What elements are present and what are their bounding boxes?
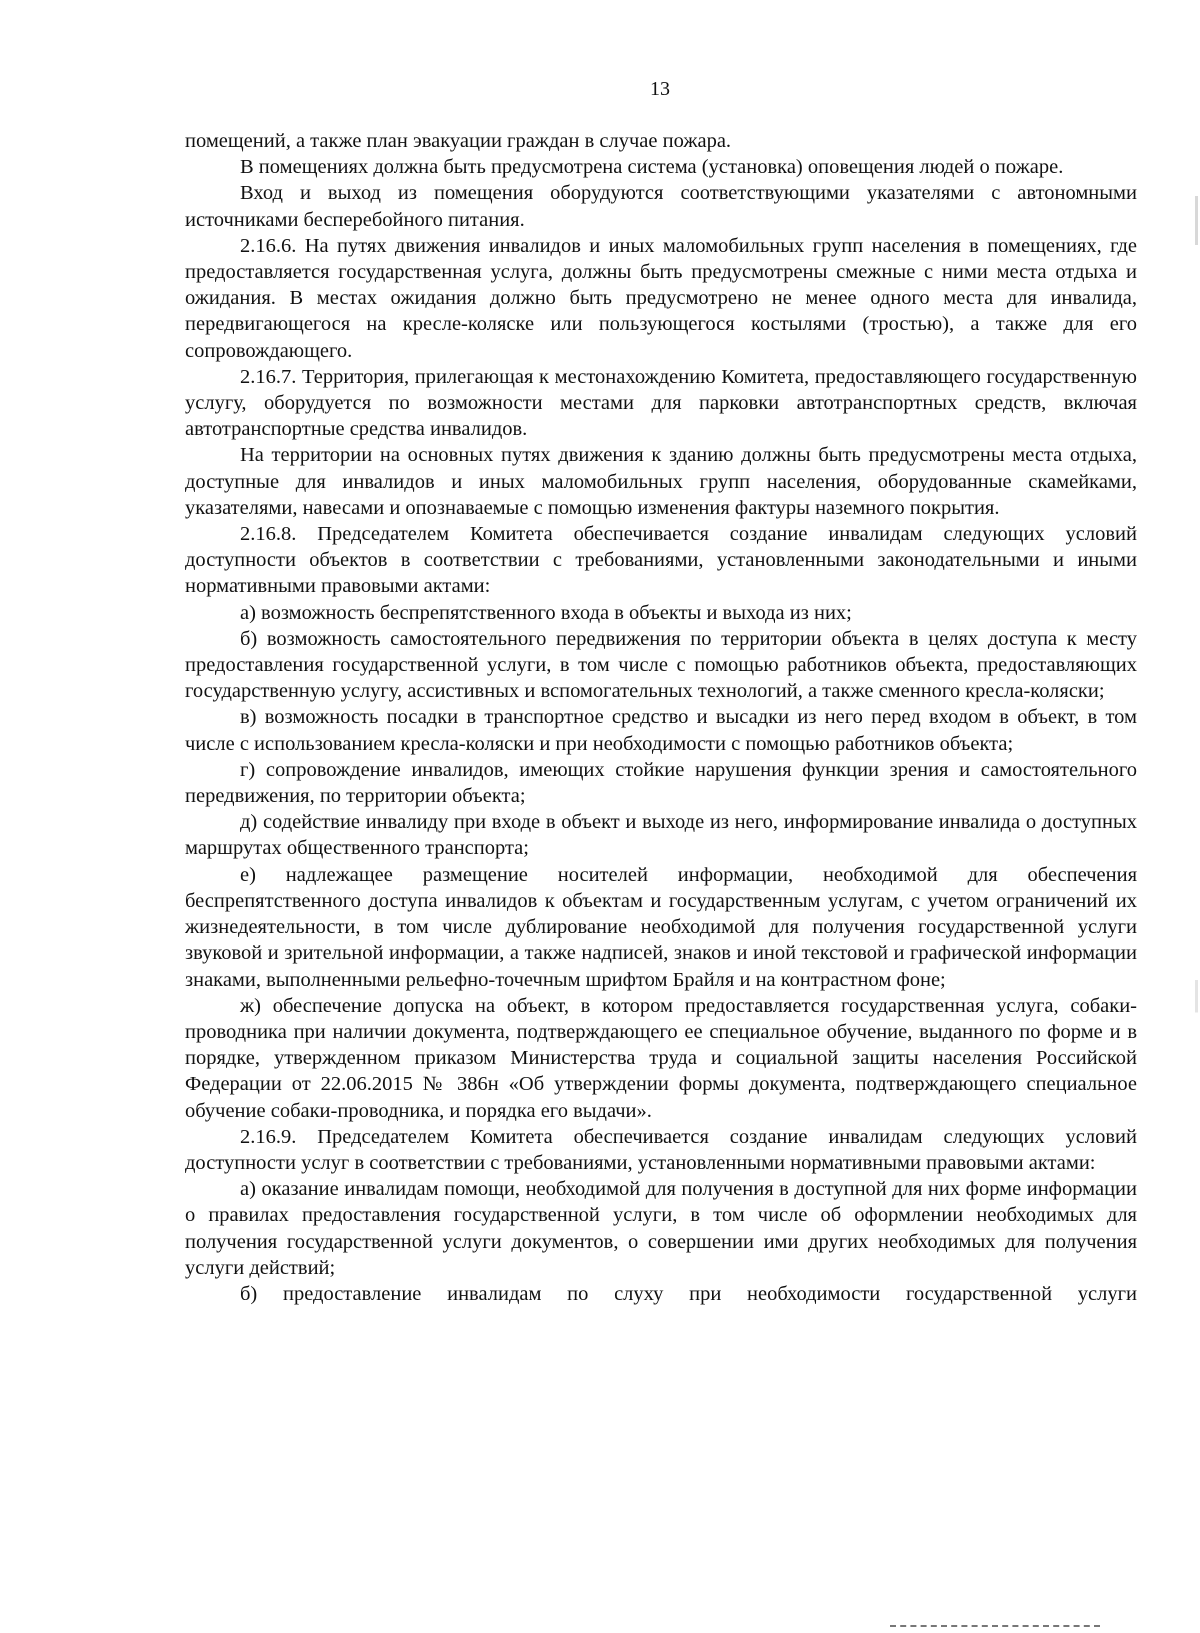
- paragraph: помещений, а также план эвакуации граждан в случае пожара.: [185, 130, 732, 152]
- list-item: в) возможность посадки в транспортное средство и высадки из него перед входом в объект, в том числе с использованием кресла-коляски и при необходимости с помощью работников объекта;: [185, 706, 1137, 755]
- paragraph: В помещениях должна быть предусмотрена система (установка) оповещения людей о пожаре.: [240, 156, 1064, 179]
- document-body: [185, 128, 1137, 1307]
- scan-bottom-artifact: [890, 1625, 1100, 1629]
- list-item: а) возможность беспрепятственного входа в объекты и выхода из них;: [240, 601, 852, 624]
- list-item: б) возможность самостоятельного передвижения по территории объекта в целях доступа к месту предоставления государственной услуги, в том числе с помощью работников объекта, предоставляющих государственную услугу, ассистивных и вспомогательных технологий, а также сменного кресла-коляски;: [185, 627, 1137, 703]
- scan-edge-artifact: [1195, 0, 1198, 1633]
- list-item: ж) обеспечение допуска на объект, в котором предоставляется государственная услуга, собаки-проводника при наличии документа, подтверждающего ее специальное обучение, выданного по форме и в порядке, утвержденном приказом Министерства труда и социальной защиты населения Российской Федерации от 22.06.2015 № 386н «Об утверждении формы документа, подтверждающего специальное обучение собаки-проводника, и порядка его выдачи».: [185, 994, 1137, 1122]
- list-item: г) сопровождение инвалидов, имеющих стойкие нарушения функции зрения и самостоятельного передвижения, по территории объекта;: [185, 758, 1137, 808]
- list-item: б) предоставление инвалидам по слуху при необходимости государственной услуги: [240, 1282, 1137, 1305]
- paragraph: 2.16.8. Председателем Комитета обеспечивается создание инвалидам следующих условий доступности объектов в соответствии с требованиями, установленными законодательными и иными нормативными правовыми актами:: [185, 523, 1137, 598]
- paragraph: 2.16.6. На путях движения инвалидов и иных маломобильных групп населения в помещениях, где предоставляется государственная услуга, должны быть предусмотрены смежные с ними места отдыха и ожидания. В местах ожидания должно быть предусмотрено не менее одного места для инвалида, передвигающегося на кресле-коляске или пользующегося костылями (тростью), а также для его сопровождающего.: [185, 234, 1137, 362]
- paragraph: На территории на основных путях движения к зданию должны быть предусмотрены места отдыха, доступные для инвалидов и иных маломобильных групп населения, оборудованные скамейками, указателями, навесами и опознаваемые с помощью изменения фактуры наземного покрытия.: [185, 444, 1137, 519]
- page-number: 13: [650, 78, 670, 100]
- list-item: а) оказание инвалидам помощи, необходимой для получения в доступной для них форме информации о правилах предоставления государственной услуги, в том числе об оформлении необходимых для получения государственной услуги документов, о совершении ими других необходимых для получения услуги действий;: [185, 1178, 1137, 1279]
- paragraph: 2.16.9. Председателем Комитета обеспечивается создание инвалидам следующих условий доступности услуг в соответствии с требованиями, установленными нормативными правовыми актами:: [185, 1125, 1137, 1174]
- paragraph: 2.16.7. Территория, прилегающая к местонахождению Комитета, предоставляющего государственную услугу, оборудуется по возможности местами для парковки автотранспортных средств, включая автотранспортные средства инвалидов.: [185, 365, 1137, 441]
- list-item: д) содействие инвалиду при входе в объект и выходе из него, информирование инвалида о доступных маршрутах общественного транспорта;: [185, 811, 1137, 860]
- list-item: е) надлежащее размещение носителей информации, необходимой для обеспечения беспрепятственного доступа инвалидов к объектам и государственным услугам, с учетом ограничений их жизнедеятельности, в том числе дублирование необходимой для получения государственной услуги звуковой и зрительной информации, а также надписей, знаков и иной текстовой и графической информации знаками, выполненными рельефно-точечным шрифтом Брайля и на контрастном фоне;: [185, 863, 1137, 991]
- paragraph: Вход и выход из помещения оборудуются соответствующими указателями с автономными источниками бесперебойного питания.: [185, 182, 1137, 231]
